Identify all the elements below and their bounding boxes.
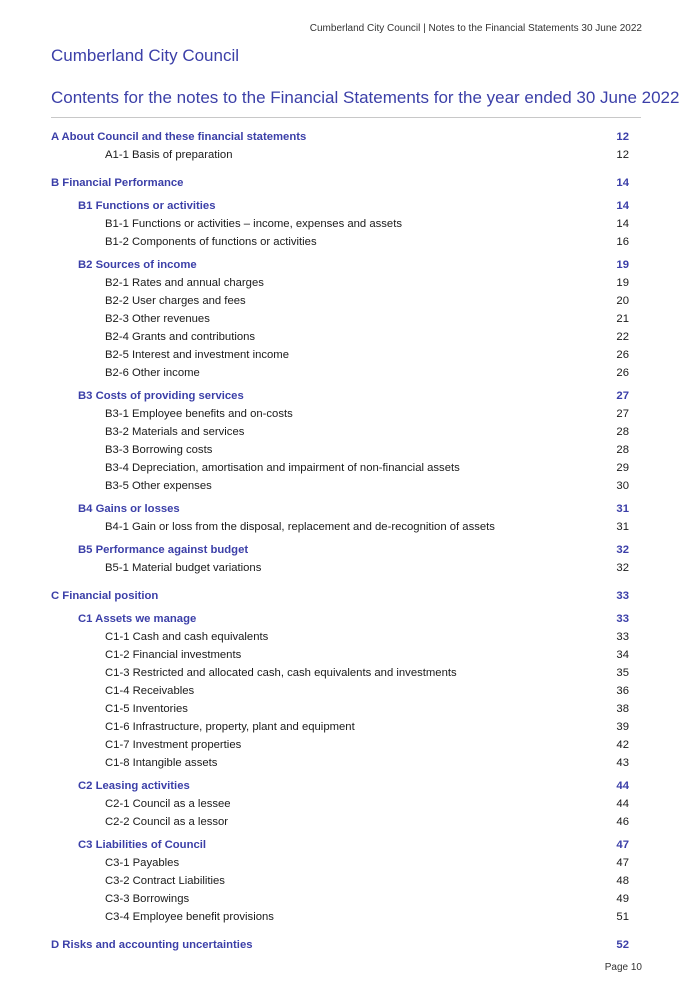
toc-entry[interactable] — [51, 854, 641, 872]
toc-entry-label: C2 Leasing activities — [78, 780, 190, 792]
toc-entry-label: B2-3 Other revenues — [105, 313, 210, 325]
toc-entry-label: C1-3 Restricted and allocated cash, cash equivalents and investments — [105, 667, 457, 679]
toc-entry[interactable] — [51, 405, 641, 423]
toc-entry-page: 31 — [616, 503, 629, 515]
toc-entry-label: C1-1 Cash and cash equivalents — [105, 631, 269, 643]
toc-entry-page: 33 — [616, 631, 629, 643]
toc-entry-label: B3-4 Depreciation, amortisation and impairment of non-financial assets — [105, 462, 460, 474]
toc-entry[interactable] — [51, 795, 641, 813]
toc-entry-page: 27 — [616, 390, 629, 402]
toc-entry[interactable] — [51, 346, 641, 364]
toc-entry-page: 33 — [616, 590, 629, 602]
toc-entry-label: C2-1 Council as a lessee — [105, 798, 231, 810]
toc-entry[interactable] — [51, 836, 641, 854]
toc-entry-page: 33 — [616, 613, 629, 625]
toc-entry[interactable] — [51, 646, 641, 664]
toc-entry-page: 51 — [616, 911, 629, 923]
toc-entry[interactable] — [51, 128, 641, 146]
toc-entry[interactable] — [51, 777, 641, 795]
toc-entry-page: 26 — [616, 349, 629, 361]
toc-entry[interactable] — [51, 174, 641, 192]
toc-entry-page: 28 — [616, 426, 629, 438]
toc-entry[interactable] — [51, 628, 641, 646]
toc-entry[interactable] — [51, 700, 641, 718]
toc-entry-page: 29 — [616, 462, 629, 474]
toc-entry[interactable] — [51, 146, 641, 164]
toc-entry-label: C3-2 Contract Liabilities — [105, 875, 225, 887]
toc-entry[interactable] — [51, 664, 641, 682]
toc-entry-page: 27 — [616, 408, 629, 420]
toc-entry-label: B1-2 Components of functions or activities — [105, 236, 317, 248]
toc-entry[interactable] — [51, 682, 641, 700]
toc-entry-label: B2-6 Other income — [105, 367, 200, 379]
toc-entry[interactable] — [51, 587, 641, 605]
toc-entry-label: B3-5 Other expenses — [105, 480, 212, 492]
toc-entry-page: 14 — [616, 218, 629, 230]
toc-entry-page: 42 — [616, 739, 629, 751]
toc-entry[interactable] — [51, 197, 641, 215]
toc-entry[interactable] — [51, 736, 641, 754]
toc-entry[interactable] — [51, 441, 641, 459]
toc-entry-page: 28 — [616, 444, 629, 456]
toc-entry-label: A1-1 Basis of preparation — [105, 149, 233, 161]
toc-entry-label: A About Council and these financial statements — [51, 131, 307, 143]
toc-entry[interactable] — [51, 518, 641, 536]
toc-entry[interactable] — [51, 364, 641, 382]
toc-entry-page: 48 — [616, 875, 629, 887]
toc-entry-page: 44 — [616, 798, 629, 810]
toc-entry[interactable] — [51, 908, 641, 926]
toc-entry-page: 47 — [616, 857, 629, 869]
toc-entry-page: 21 — [616, 313, 629, 325]
toc-entry[interactable] — [51, 256, 641, 274]
toc-entry-label: C3-1 Payables — [105, 857, 180, 869]
toc-entry[interactable] — [51, 541, 641, 559]
toc-entry-label: B2 Sources of income — [78, 259, 197, 271]
toc-entry-page: 12 — [616, 131, 629, 143]
toc-entry[interactable] — [51, 233, 641, 251]
toc-entry[interactable] — [51, 500, 641, 518]
toc-entry-label: B4 Gains or losses — [78, 503, 180, 515]
page-number: Page 10 — [604, 962, 642, 973]
toc-entry-label: B5 Performance against budget — [78, 544, 249, 556]
toc-entry[interactable] — [51, 310, 641, 328]
toc-entry-label: C1-7 Investment properties — [105, 739, 242, 751]
toc-entry[interactable] — [51, 890, 641, 908]
toc-entry-page: 52 — [616, 939, 629, 951]
organisation-name: Cumberland City Council — [51, 46, 240, 65]
toc-entry-page: 38 — [616, 703, 629, 715]
running-header: Cumberland City Council | Notes to the Financial Statements 30 June 2022 — [309, 23, 642, 34]
toc-entry-page: 32 — [616, 562, 629, 574]
toc-entry-page: 44 — [616, 780, 629, 792]
toc-entry-label: B5-1 Material budget variations — [105, 562, 262, 574]
toc-entry[interactable] — [51, 610, 641, 628]
title-divider — [51, 117, 641, 118]
toc-entry[interactable] — [51, 813, 641, 831]
toc-entry[interactable] — [51, 559, 641, 577]
toc-entry[interactable] — [51, 459, 641, 477]
toc-entry-label: C3-3 Borrowings — [105, 893, 190, 905]
toc-entry-page: 49 — [616, 893, 629, 905]
toc-entry-page: 36 — [616, 685, 629, 697]
toc-entry-label: B1-1 Functions or activities – income, expenses and assets — [105, 218, 403, 230]
toc-entry[interactable] — [51, 274, 641, 292]
toc-entry-label: C1-8 Intangible assets — [105, 757, 218, 769]
toc-entry-page: 30 — [616, 480, 629, 492]
toc-entry-page: 47 — [616, 839, 629, 851]
toc-entry-label: C Financial position — [51, 590, 159, 602]
toc-entry[interactable] — [51, 292, 641, 310]
toc-entry-label: B3 Costs of providing services — [78, 390, 244, 402]
toc-entry-label: C3 Liabilities of Council — [78, 839, 207, 851]
toc-entry-label: B4-1 Gain or loss from the disposal, replacement and de-recognition of assets — [105, 521, 495, 533]
toc-entry-page: 31 — [616, 521, 629, 533]
toc-entry[interactable] — [51, 936, 641, 954]
toc-entry-page: 35 — [616, 667, 629, 679]
toc-entry-label: B2-4 Grants and contributions — [105, 331, 256, 343]
toc-entry[interactable] — [51, 387, 641, 405]
toc-entry-page: 32 — [616, 544, 629, 556]
toc-entry-label: C1-6 Infrastructure, property, plant and equipment — [105, 721, 355, 733]
toc-entry-page: 14 — [616, 177, 629, 189]
toc-entry-label: B2-5 Interest and investment income — [105, 349, 289, 361]
toc-entry-page: 12 — [616, 149, 629, 161]
toc-entry-label: B3-2 Materials and services — [105, 426, 245, 438]
toc-entry-page: 46 — [616, 816, 629, 828]
toc-entry-label: B Financial Performance — [51, 177, 184, 189]
toc-entry-page: 19 — [616, 259, 629, 271]
toc-entry[interactable] — [51, 423, 641, 441]
toc-entry[interactable] — [51, 718, 641, 736]
toc-entry-label: B3-1 Employee benefits and on-costs — [105, 408, 293, 420]
toc-entry-page: 16 — [616, 236, 629, 248]
table-of-contents — [51, 124, 641, 954]
toc-entry-page: 19 — [616, 277, 629, 289]
toc-entry-label: B1 Functions or activities — [78, 200, 216, 212]
toc-entry-page: 14 — [616, 200, 629, 212]
toc-entry[interactable] — [51, 872, 641, 890]
toc-entry-page: 39 — [616, 721, 629, 733]
toc-entry-label: C1-5 Inventories — [105, 703, 188, 715]
toc-entry-label: B3-3 Borrowing costs — [105, 444, 213, 456]
toc-entry-page: 26 — [616, 367, 629, 379]
toc-entry[interactable] — [51, 328, 641, 346]
page-title: Contents for the notes to the Financial Statements for the year ended 30 June 2022 — [51, 88, 680, 107]
toc-entry-label: C2-2 Council as a lessor — [105, 816, 229, 828]
toc-entry-label: C1-2 Financial investments — [105, 649, 242, 661]
toc-entry-label: C3-4 Employee benefit provisions — [105, 911, 274, 923]
toc-entry-label: B2-1 Rates and annual charges — [105, 277, 264, 289]
toc-entry-label: B2-2 User charges and fees — [105, 295, 246, 307]
toc-entry[interactable] — [51, 477, 641, 495]
toc-entry-page: 34 — [616, 649, 629, 661]
toc-entry-label: C1-4 Receivables — [105, 685, 195, 697]
toc-entry-page: 43 — [616, 757, 629, 769]
toc-entry-page: 20 — [616, 295, 629, 307]
toc-entry-label: D Risks and accounting uncertainties — [51, 939, 253, 951]
toc-entry-page: 22 — [616, 331, 629, 343]
toc-entry[interactable] — [51, 215, 641, 233]
toc-entry[interactable] — [51, 754, 641, 772]
toc-entry-label: C1 Assets we manage — [78, 613, 197, 625]
